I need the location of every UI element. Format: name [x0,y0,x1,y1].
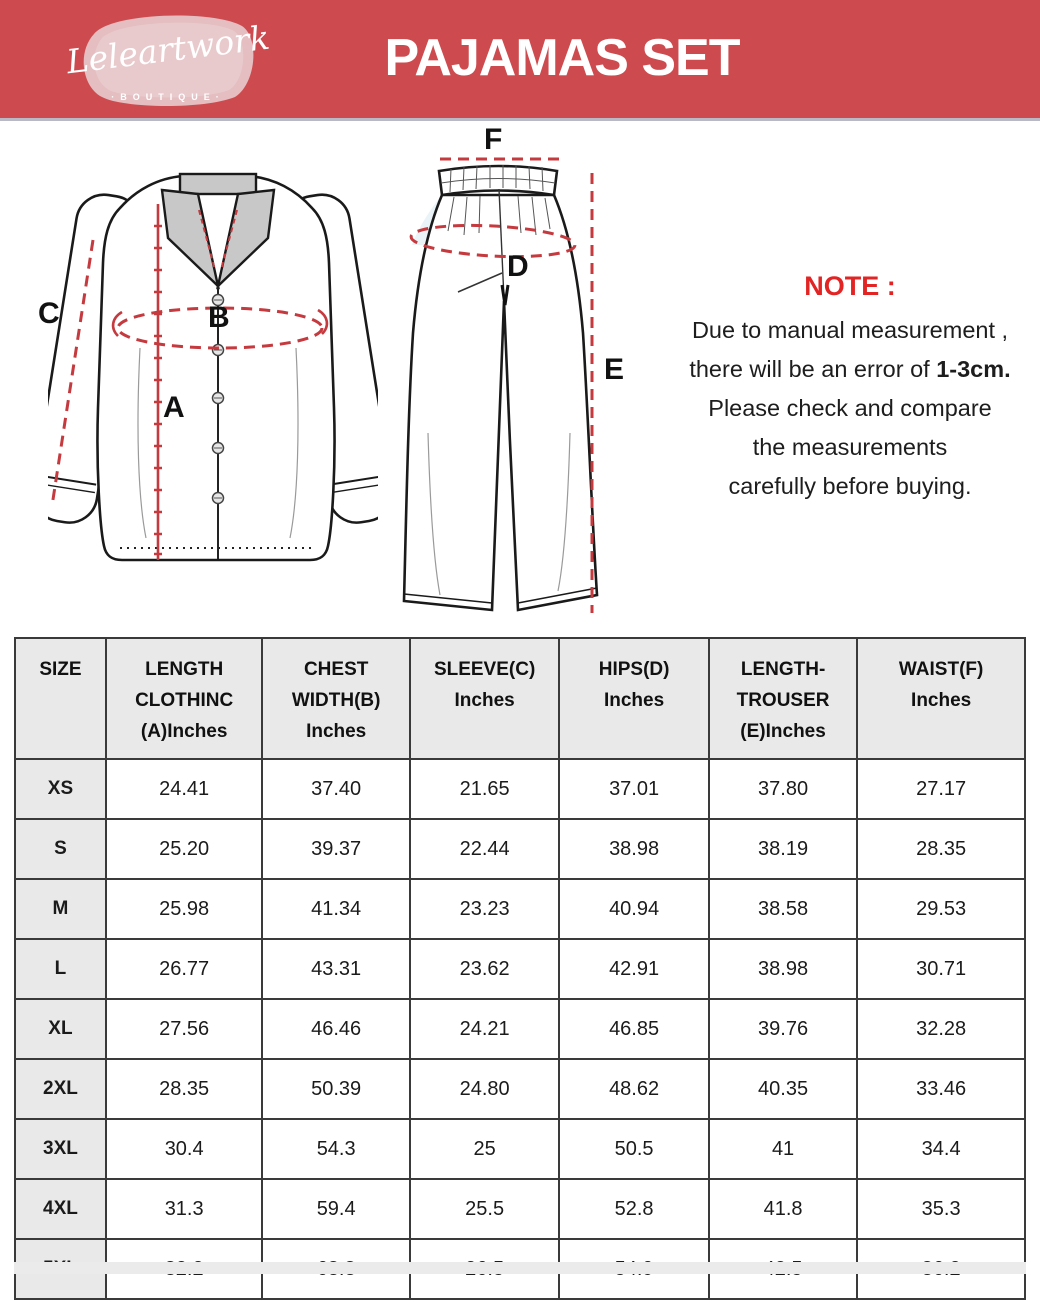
table-row-s [15,819,1025,879]
column-header-chest-width: CHEST WIDTH(B) Inches [262,638,409,759]
table-row-2xl [15,1059,1025,1119]
value-cell-m-hips: 40.94 [559,879,708,939]
size-cell-4xl: 4XL [15,1179,106,1239]
size-cell-xl: XL [15,999,106,1059]
value-cell-4xl-length-trouser: 41.8 [709,1179,857,1239]
note-heading: NOTE : [804,271,896,301]
measure-label-D: D [507,250,529,283]
note-line-2-text: there will be an error of [689,356,937,382]
size-cell-l: L [15,939,106,999]
table-row-xs [15,759,1025,819]
note-line-4: the measurements [752,434,948,460]
value-cell-3xl-length-trouser: 41 [709,1119,857,1179]
value-cell-s-length-trouser: 38.19 [709,819,857,879]
value-cell-2xl-waist: 33.46 [857,1059,1025,1119]
collar-band [180,174,256,194]
value-cell-xs-waist: 27.17 [857,759,1025,819]
value-cell-xl-waist: 32.28 [857,999,1025,1059]
table-row-l [15,939,1025,999]
value-cell-m-waist: 29.53 [857,879,1025,939]
value-cell-xl-length-clothing: 27.56 [106,999,263,1059]
measure-label-C: C [38,297,60,330]
value-cell-3xl-waist: 34.4 [857,1119,1025,1179]
measure-label-E: E [604,353,625,386]
value-cell-4xl-length-clothing: 31.3 [106,1179,263,1239]
measure-label-A: A [163,391,185,424]
table-row-3xl [15,1119,1025,1179]
value-cell-xs-sleeve: 21.65 [410,759,559,819]
value-cell-3xl-sleeve: 25 [410,1119,559,1179]
measure-label-F: F [484,123,503,156]
table-row-m [15,879,1025,939]
value-cell-2xl-hips: 48.62 [559,1059,708,1119]
size-cell-m: M [15,879,106,939]
value-cell-s-hips: 38.98 [559,819,708,879]
value-cell-l-waist: 30.71 [857,939,1025,999]
column-header-hips: HIPS(D) Inches [559,638,708,759]
brand-logo [62,4,274,114]
value-cell-xs-chest-width: 37.40 [262,759,409,819]
note-line-2 [658,350,1040,389]
value-cell-xl-length-trouser: 39.76 [709,999,857,1059]
value-cell-l-hips: 42.91 [559,939,708,999]
value-cell-3xl-hips: 50.5 [559,1119,708,1179]
value-cell-m-sleeve: 23.23 [410,879,559,939]
value-cell-4xl-chest-width: 59.4 [262,1179,409,1239]
value-cell-3xl-length-clothing: 30.4 [106,1119,263,1179]
value-cell-l-sleeve: 23.62 [410,939,559,999]
note-line-3: Please check and compare [708,395,992,421]
table-row-xl [15,999,1025,1059]
value-cell-s-waist: 28.35 [857,819,1025,879]
value-cell-xl-sleeve: 24.21 [410,999,559,1059]
pajama-pants-diagram-icon [398,133,623,628]
table-footer-strip [14,1262,1026,1274]
measurement-diagram [0,121,1040,633]
page-title: PAJAMAS SET [384,29,740,87]
value-cell-l-length-trouser: 38.98 [709,939,857,999]
value-cell-s-length-clothing: 25.20 [106,819,263,879]
value-cell-l-chest-width: 43.31 [262,939,409,999]
header-banner [0,0,1040,121]
value-cell-4xl-waist: 35.3 [857,1179,1025,1239]
value-cell-2xl-chest-width: 50.39 [262,1059,409,1119]
value-cell-xs-hips: 37.01 [559,759,708,819]
column-header-length-trouser: LENGTH- TROUSER (E)Inches [709,638,857,759]
value-cell-m-length-trouser: 38.58 [709,879,857,939]
measure-label-B: B [208,301,230,334]
table-row-4xl [15,1179,1025,1239]
value-cell-2xl-length-clothing: 28.35 [106,1059,263,1119]
value-cell-2xl-length-trouser: 40.35 [709,1059,857,1119]
value-cell-m-length-clothing: 25.98 [106,879,263,939]
value-cell-xs-length-trouser: 37.80 [709,759,857,819]
value-cell-xs-length-clothing: 24.41 [106,759,263,819]
brand-name: Leleartwork [64,17,272,82]
value-cell-2xl-sleeve: 24.80 [410,1059,559,1119]
column-header-waist: WAIST(F) Inches [857,638,1025,759]
size-cell-xs: XS [15,759,106,819]
note-error-range: 1-3cm. [936,356,1011,382]
table-header-row [15,638,1025,759]
size-table [14,637,1026,1300]
value-cell-4xl-sleeve: 25.5 [410,1179,559,1239]
value-cell-xl-hips: 46.85 [559,999,708,1059]
note-line-5: carefully before buying. [728,473,972,499]
size-cell-3xl: 3XL [15,1119,106,1179]
value-cell-xl-chest-width: 46.46 [262,999,409,1059]
value-cell-s-chest-width: 39.37 [262,819,409,879]
size-cell-s: S [15,819,106,879]
column-header-sleeve: SLEEVE(C) Inches [410,638,559,759]
value-cell-s-sleeve: 22.44 [410,819,559,879]
size-chart [14,637,1026,1300]
measurement-note [658,271,1040,506]
column-header-length-clothing: LENGTH CLOTHINC (A)Inches [106,638,263,759]
value-cell-3xl-chest-width: 54.3 [262,1119,409,1179]
brand-subtitle: ·BOUTIQUE· [111,92,225,102]
size-cell-2xl: 2XL [15,1059,106,1119]
pajama-top-diagram-icon [48,168,378,578]
column-header-size: SIZE [15,638,106,759]
value-cell-l-length-clothing: 26.77 [106,939,263,999]
note-line-1: Due to manual measurement , [691,317,1009,343]
value-cell-m-chest-width: 41.34 [262,879,409,939]
value-cell-4xl-hips: 52.8 [559,1179,708,1239]
